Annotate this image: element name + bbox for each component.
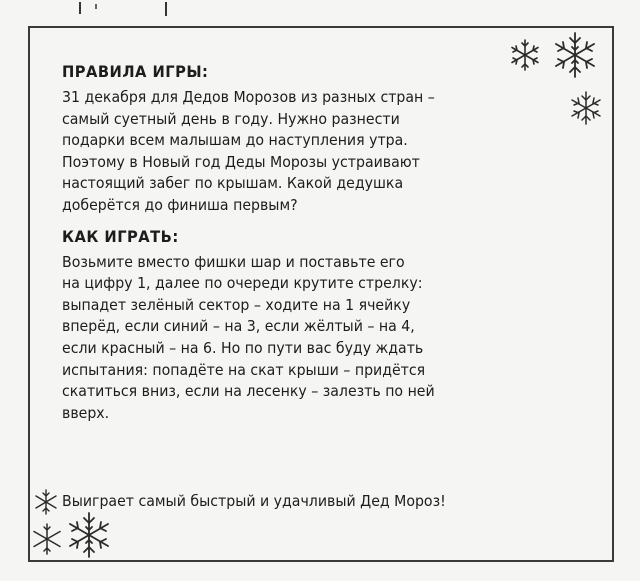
snowflake-icon (30, 522, 64, 556)
scan-marks-decoration (70, 0, 190, 20)
rules-content (62, 62, 582, 424)
howto-text: Возьмите вместо фишки шар и поставьте его на цифру 1, далее по очереди крутите стрелку: выпадет зелёный сектор – ходите на 1 ячейку вперёд, если синий – на 3, если жёлтый – на 4, если красный – на 6. Но по пути вас буду ждать испытания: попадёте на скат крыши – придётся скатиться вниз, если на лесенку – залезть по ней вверх. (62, 252, 435, 422)
snowflake-icon (64, 510, 114, 560)
closing-line: Выиграет самый быстрый и удачливый Дед Мороз! (62, 492, 446, 510)
howto-section (62, 227, 582, 425)
rules-text: 31 декабря для Дедов Морозов из разных стран – самый суетный день в году. Нужно разнести подарки всем малышам до наступления утра. Поэтому в Новый год Деды Морозы устраивают настоящий забег по крышам. Какой дедушка доберётся до финиша первым? (62, 88, 435, 214)
rules-heading: ПРАВИЛА ИГРЫ: (62, 62, 209, 81)
snowflake-icon (32, 488, 60, 516)
howto-heading: КАК ИГРАТЬ: (62, 226, 179, 246)
